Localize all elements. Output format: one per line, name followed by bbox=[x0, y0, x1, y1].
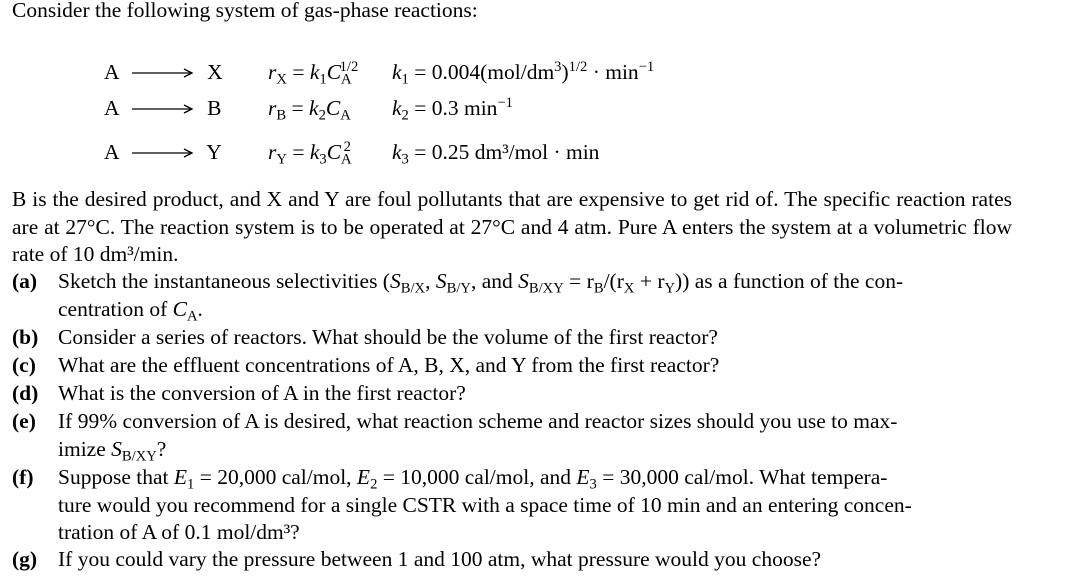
question-a-label: (a) bbox=[12, 269, 38, 293]
reaction-2 bbox=[104, 96, 221, 121]
reaction-3-rate-law: $r_Y = k_3C_A^2$ bbox=[268, 138, 352, 168]
problem-description: B is the desired product, and X and Y are foul pollutants that are expensive to get rid of. The specific reaction rates are at 27°C. The reaction system is to be operated at 27°C and 4 atm. Pure A enters the system at a volumetric flow rate of 10 dm³/min. bbox=[12, 187, 1012, 266]
question-a bbox=[12, 268, 1012, 324]
question-e bbox=[12, 408, 1012, 464]
reaction-2-rate-law: $r_B = k_2C_A$ bbox=[268, 96, 351, 124]
question-g-text: If you could vary the pressure between 1 and 100 atm, what pressure would you choose? bbox=[58, 547, 822, 571]
question-b-text: Consider a series of reactors. What should be the volume of the first reactor? bbox=[58, 325, 718, 349]
question-g-label: (g) bbox=[12, 547, 38, 571]
reaction-1-reactant: A bbox=[104, 60, 119, 84]
reaction-2-reactant: A bbox=[104, 96, 119, 120]
reaction-2-product: B bbox=[207, 96, 222, 120]
reaction-1-rate-law: $r_X = k_1C_A^{1/2}$ bbox=[268, 58, 359, 88]
reaction-3-rate-constant: $k_3 = 0.25$ dm³/mol · min bbox=[392, 140, 600, 168]
question-d-label: (d) bbox=[12, 381, 39, 405]
reaction-2-rate-constant: $k_2 = 0.3$ $\min^{-1}$ bbox=[392, 94, 513, 124]
question-d bbox=[12, 380, 1012, 408]
reaction-3 bbox=[104, 140, 222, 165]
question-f-label: (f) bbox=[12, 465, 34, 489]
reaction-3-product: Y bbox=[206, 140, 222, 164]
question-a-text: Sketch the instantaneous selectivities ($S_{B/X}$, $S_{B/Y}$, and $S_{B/XY} = r_B/(r_X + r_Y)$) as a function of the con- centration of $C_A$. bbox=[58, 269, 904, 324]
question-b bbox=[12, 324, 1012, 352]
question-c-label: (c) bbox=[12, 353, 36, 377]
reaction-3-reactant: A bbox=[104, 140, 119, 164]
question-d-text: What is the conversion of A in the first reactor? bbox=[58, 381, 466, 405]
reaction-1 bbox=[104, 60, 223, 85]
question-g bbox=[12, 546, 1012, 574]
reaction-1-rate-constant: $k_1 = 0.004(mol/dm^3)^{1/2} \cdot \min^{-1}$ bbox=[392, 58, 655, 88]
question-f-text: Suppose that $E_1 = 20,000$ cal/mol, $E_2 = 10,000$ cal/mol, and $E_3 = 30,000$ cal/mol. What tempera- ture would you recommend for a single CSTR with a space time of 10 min and an entering concen- tration of A of 0.1 mol/dm³? bbox=[58, 465, 912, 544]
problem-heading: Consider the following system of gas-phase reactions: bbox=[12, 0, 478, 22]
question-c-text: What are the effluent concentrations of A, B, X, and Y from the first reactor? bbox=[58, 353, 720, 377]
question-e-label: (e) bbox=[12, 409, 36, 433]
question-c bbox=[12, 352, 1012, 380]
question-e-text: If 99% conversion of A is desired, what reaction scheme and reactor sizes should you use to max- imize $S_{B/XY}$? bbox=[58, 409, 898, 464]
reaction-2-arrow-icon bbox=[130, 103, 196, 115]
reaction-1-product: X bbox=[207, 60, 223, 84]
reaction-1-arrow-icon bbox=[130, 67, 196, 79]
question-b-label: (b) bbox=[12, 325, 39, 349]
reaction-3-arrow-icon bbox=[130, 147, 196, 159]
question-f bbox=[12, 464, 1012, 548]
